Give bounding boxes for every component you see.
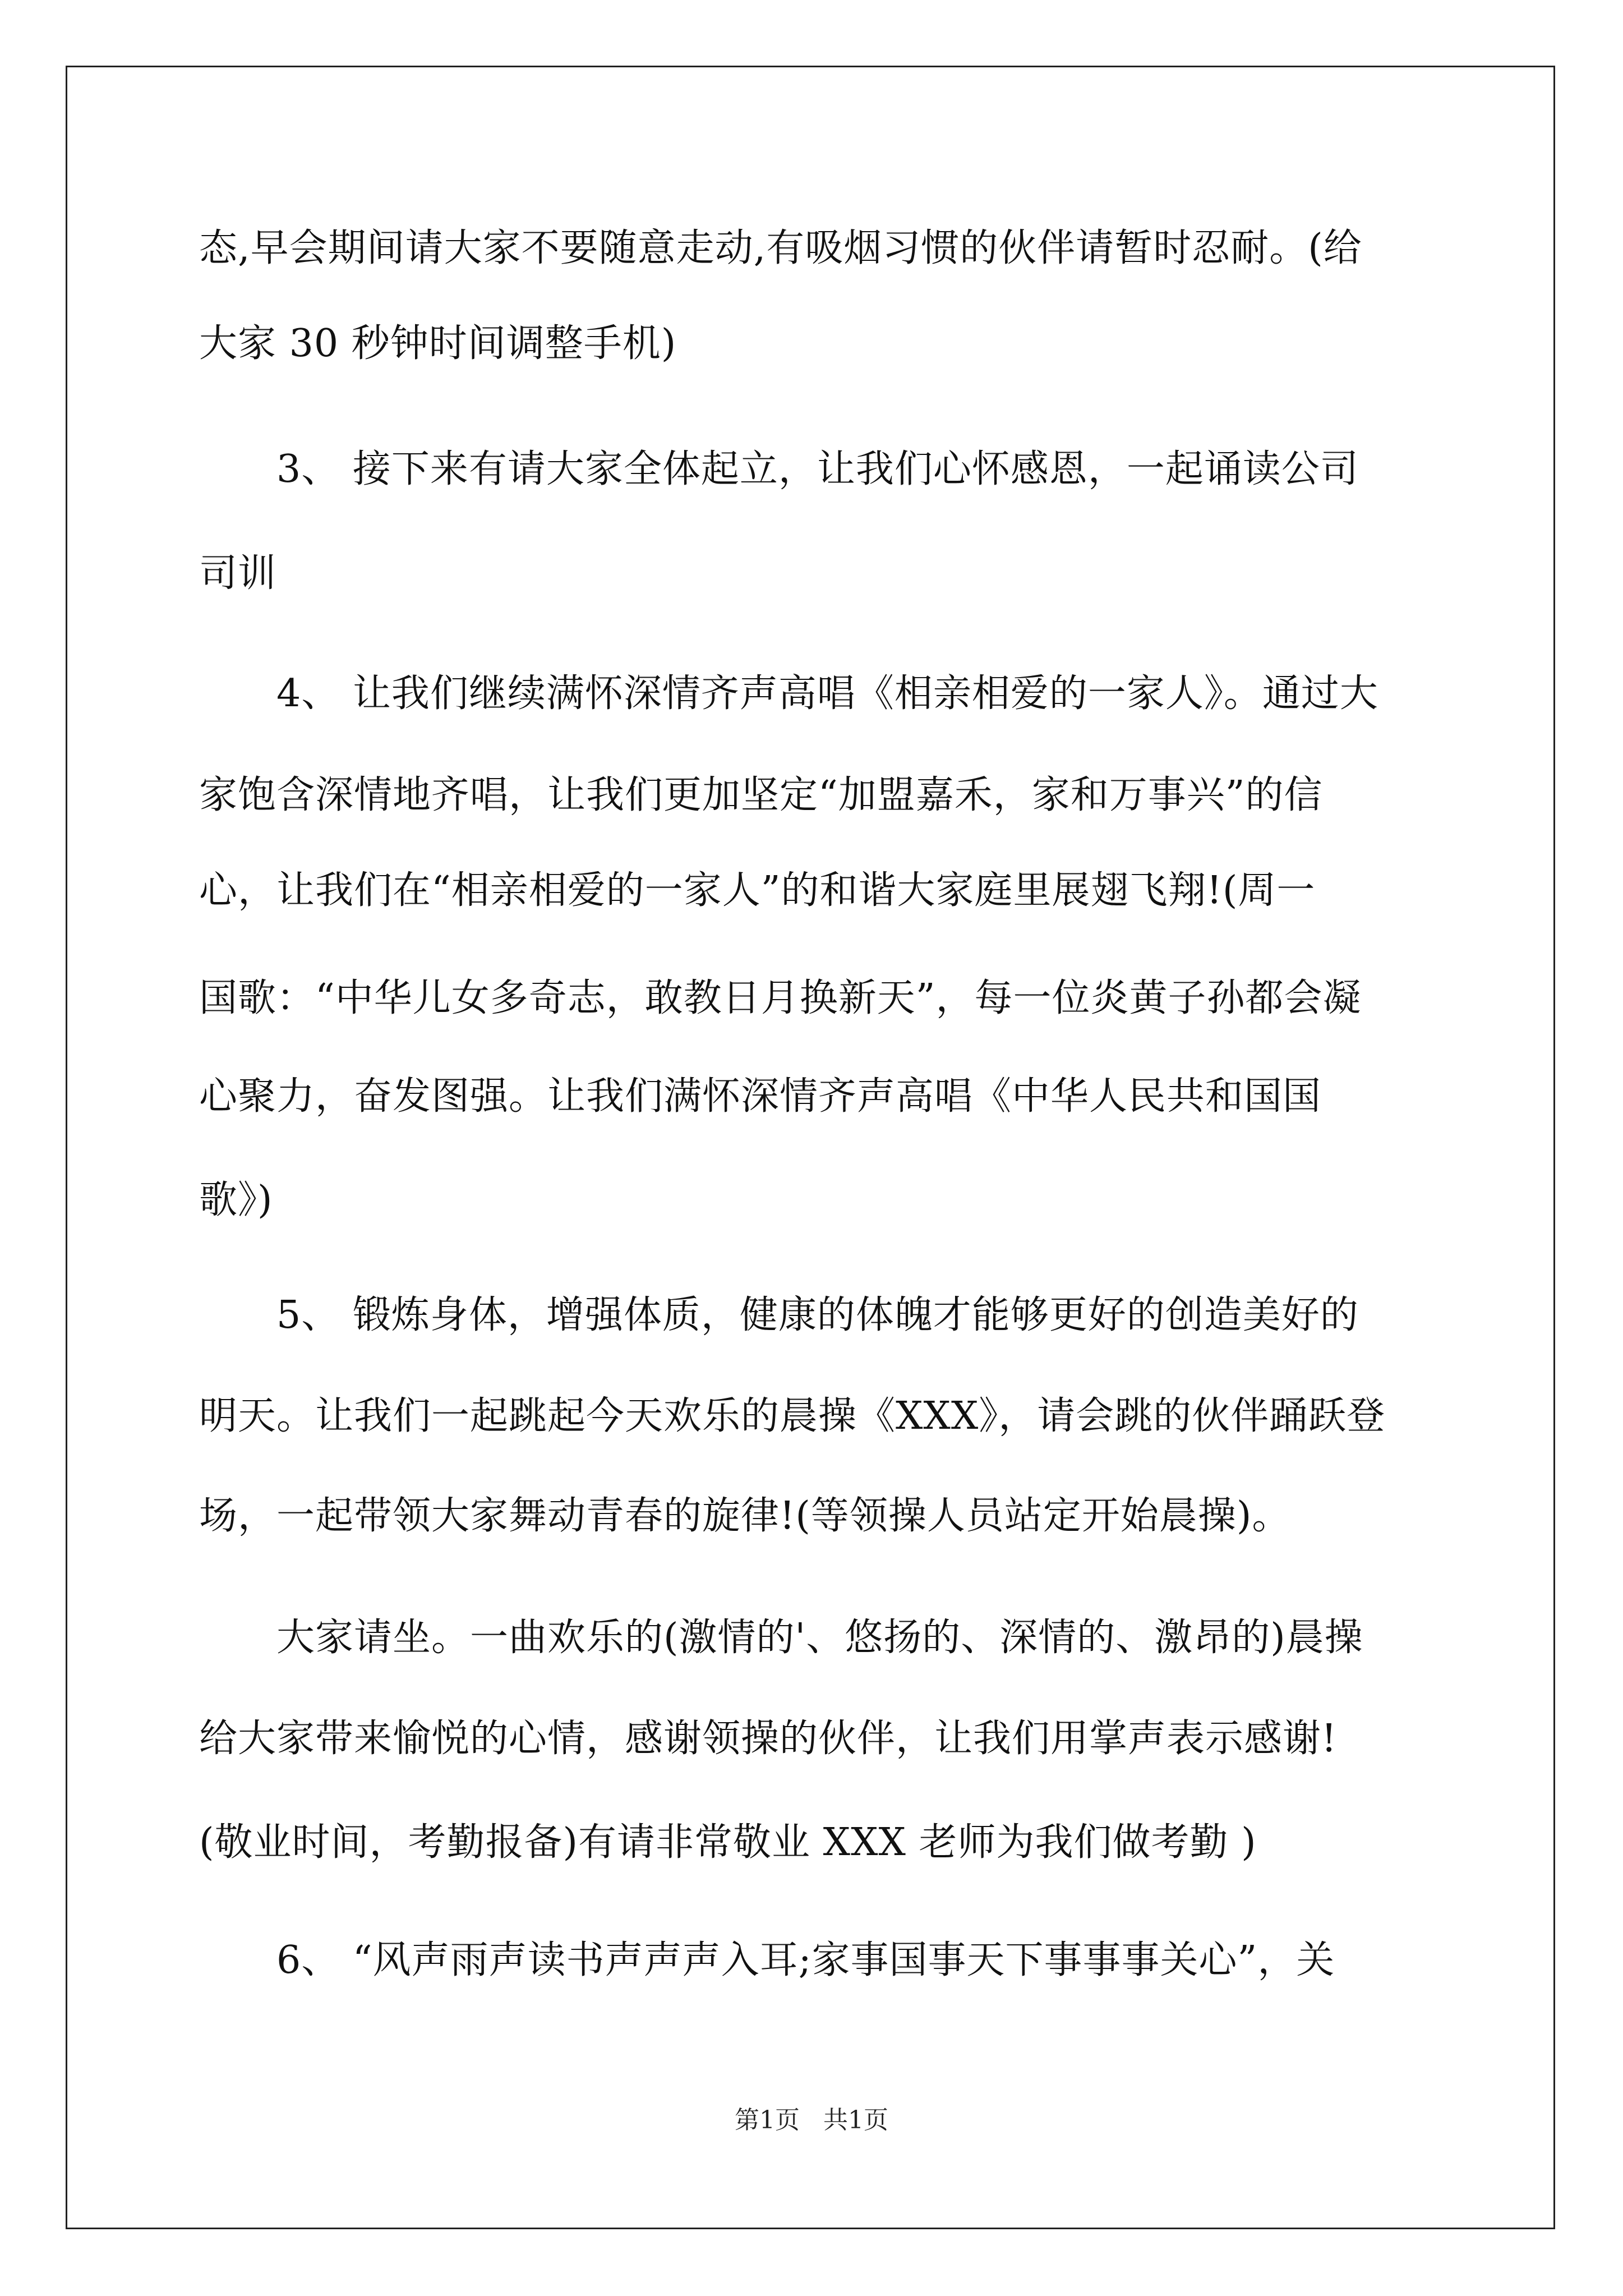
page-border [66,66,1555,2229]
body-line: 心聚力，奋发图强。让我们满怀深情齐声高唱《中华人民共和国国 [199,1074,1322,1119]
body-line: 6、 “风声雨声读书声声声入耳;家事国事天下事事事关心”，关 [199,1938,1335,1982]
body-line: 心，让我们在“相亲相爱的一家人”的和谐大家庭里展翅飞翔!(周一 [199,868,1316,913]
body-line: 大家 30 秒钟时间调整手机) [199,321,677,366]
page-footer: 第1页 共1页 [735,2106,888,2134]
body-line: 歌》) [199,1178,273,1222]
body-line: (敬业时间，考勤报备)有请非常敬业 XXX 老师为我们做考勤 ) [199,1820,1257,1865]
body-line: 4、 让我们继续满怀深情齐声高唱《相亲相爱的一家人》。通过大 [199,671,1378,716]
body-line: 家饱含深情地齐唱，让我们更加坚定“加盟嘉禾，家和万事兴”的信 [199,773,1323,817]
body-line: 场，一起带领大家舞动青春的旋律!(等领操人员站定开始晨操)。 [199,1494,1291,1538]
body-line: 态,早会期间请大家不要随意走动,有吸烟习惯的伙伴请暂时忍耐。(给 [199,226,1362,270]
body-line: 5、 锻炼身体，增强体质，健康的体魄才能够更好的创造美好的 [199,1293,1359,1337]
body-line: 司训 [199,551,277,596]
body-line: 大家请坐。一曲欢乐的(激情的'、悠扬的、深情的、激昂的)晨操 [199,1616,1363,1660]
body-line: 国歌：“中华儿女多奇志，敢教日月换新天”，每一位炎黄子孙都会凝 [199,976,1362,1020]
body-line: 给大家带来愉悦的心情，感谢领操的伙伴，让我们用掌声表示感谢! [199,1717,1338,1761]
body-line: 明天。让我们一起跳起今天欢乐的晨操《XXX》，请会跳的伙伴踊跃登 [199,1394,1386,1438]
body-line: 3、 接下来有请大家全体起立，让我们心怀感恩，一起诵读公司 [199,447,1359,491]
